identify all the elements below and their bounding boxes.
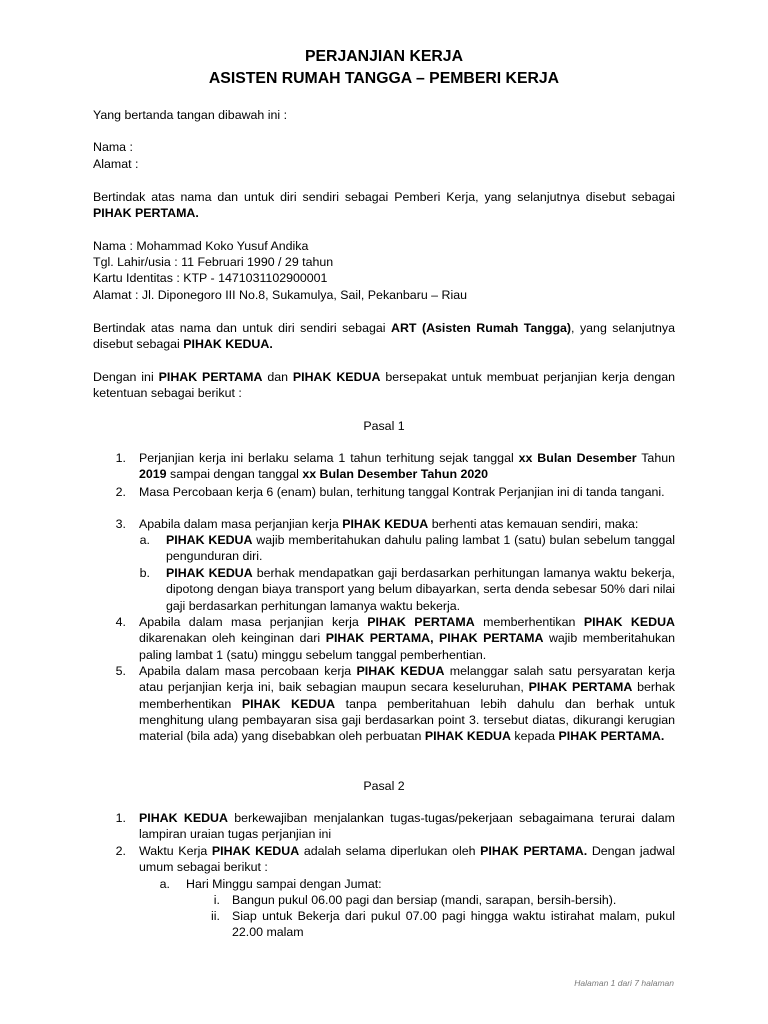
roman-item: Bangun pukul 06.00 pagi dan bersiap (mandi, sarapan, bersih-bersih). bbox=[232, 893, 617, 907]
list-number: 5. bbox=[115, 664, 126, 678]
roman-number: ii. bbox=[211, 909, 220, 923]
agreement-statement: Dengan ini PIHAK PERTAMA dan PIHAK KEDUA bersepakat untuk membuat perjanjian kerja dengan ketentuan sebagai berikut : bbox=[93, 370, 676, 401]
party1-address-label: Alamat : bbox=[93, 157, 139, 171]
party1-term: PIHAK PERTAMA. bbox=[93, 206, 199, 221]
party2-dob: Tgl. Lahir/usia : 11 Februari 1990 / 29 tahun bbox=[93, 255, 334, 269]
list-item: Apabila dalam masa percobaan kerja PIHAK KEDUA melanggar salah satu persyaratan kerja atau perjanjian kerja ini, baik sebagian maupun secara keseluruhan, PIHAK PERTAMA berhak memberhentikan PIHAK KEDUA tanpa pemberitahuan lebih dahulu dan berhak untuk menghitung ulang pembayaran sisa gaji berdasarkan point 3. tersebut diatas, dikurangi kerugian material (bila ada) yang disebabkan oleh perbuatan PIHAK KEDUA kepada PIHAK PERTAMA. bbox=[139, 664, 675, 744]
list-number: 4. bbox=[115, 615, 126, 629]
page-footer: Halaman 1 dari 7 halaman bbox=[574, 978, 674, 988]
list-number: 1. bbox=[115, 451, 126, 465]
pasal1-heading: Pasal 1 bbox=[363, 419, 405, 433]
list-number: 2. bbox=[115, 485, 126, 499]
party2-name: Nama : Mohammad Koko Yusuf Andika bbox=[93, 239, 309, 253]
roman-number: i. bbox=[213, 893, 220, 907]
party2-statement: Bertindak atas nama dan untuk diri sendiri sebagai ART (Asisten Rumah Tangga), yang selanjutnya disebut sebagai PIHAK KEDUA. bbox=[93, 321, 675, 352]
sublist-letter: a. bbox=[139, 533, 150, 547]
sublist-item: Hari Minggu sampai dengan Jumat: bbox=[186, 877, 382, 891]
intro-text: Yang bertanda tangan dibawah ini : bbox=[93, 108, 288, 122]
list-item: Perjanjian kerja ini berlaku selama 1 tahun terhitung sejak tanggal xx Bulan Desember Tahun 2019 sampai dengan tanggal xx Bulan Desember Tahun 2020 bbox=[139, 451, 675, 482]
party1-name-label: Nama : bbox=[93, 140, 133, 154]
party2-role: ART (Asisten Rumah Tangga) bbox=[391, 321, 572, 335]
list-item: PIHAK KEDUA berkewajiban menjalankan tugas-tugas/pekerjaan sebagaimana terurai dalam lampiran uraian tugas perjanjian ini bbox=[139, 811, 675, 842]
document-title-line1: PERJANJIAN KERJA bbox=[304, 48, 463, 65]
list-item: Apabila dalam masa perjanjian kerja PIHAK PERTAMA memberhentikan PIHAK KEDUA dikarenakan oleh keinginan dari PIHAK PERTAMA, PIHAK PERTAMA wajib memberitahukan paling lambat 1 (satu) minggu sebelum tanggal pemberhentian. bbox=[139, 615, 675, 662]
list-item: Apabila dalam masa perjanjian kerja PIHAK KEDUA berhenti atas kemauan sendiri, maka: bbox=[139, 517, 639, 531]
list-number: 3. bbox=[115, 517, 126, 531]
list-number: 1. bbox=[115, 811, 126, 825]
pasal2-heading: Pasal 2 bbox=[363, 779, 405, 793]
sublist-item: PIHAK KEDUA berhak mendapatkan gaji berdasarkan perhitungan lamanya waktu bekerja, dipotong dengan biaya transport yang belum dibayarkan, serta denda sebesar 50% dari nilai gaji berdasarkan perhitungan lamanya waktu bekerja. bbox=[166, 566, 675, 613]
roman-item: Siap untuk Bekerja dari pukul 07.00 pagi hingga waktu istirahat malam, pukul 22.00 malam bbox=[232, 909, 675, 940]
list-item: Waktu Kerja PIHAK KEDUA adalah selama diperlukan oleh PIHAK PERTAMA. Dengan jadwal umum sebagai berikut : bbox=[139, 844, 675, 875]
sublist-item: PIHAK KEDUA wajib memberitahukan dahulu paling lambat 1 (satu) bulan sebelum tanggal pengunduran diri. bbox=[166, 533, 675, 564]
party2-term: PIHAK KEDUA. bbox=[183, 337, 273, 352]
party2-address: Alamat : Jl. Diponegoro III No.8, Sukamulya, Sail, Pekanbaru – Riau bbox=[93, 288, 467, 302]
sublist-letter: a. bbox=[159, 877, 170, 891]
list-item: Masa Percobaan kerja 6 (enam) bulan, terhitung tanggal Kontrak Perjanjian ini di tanda tangani. bbox=[139, 485, 665, 499]
party1-statement: Bertindak atas nama dan untuk diri sendiri sebagai Pemberi Kerja, yang selanjutnya disebut sebagai PIHAK PERTAMA. bbox=[93, 190, 675, 221]
document-title-line2: ASISTEN RUMAH TANGGA – PEMBERI KERJA bbox=[208, 70, 560, 87]
sublist-letter: b. bbox=[139, 566, 150, 580]
list-number: 2. bbox=[115, 844, 126, 858]
party2-id: Kartu Identitas : KTP - 1471031102900001 bbox=[93, 271, 328, 285]
